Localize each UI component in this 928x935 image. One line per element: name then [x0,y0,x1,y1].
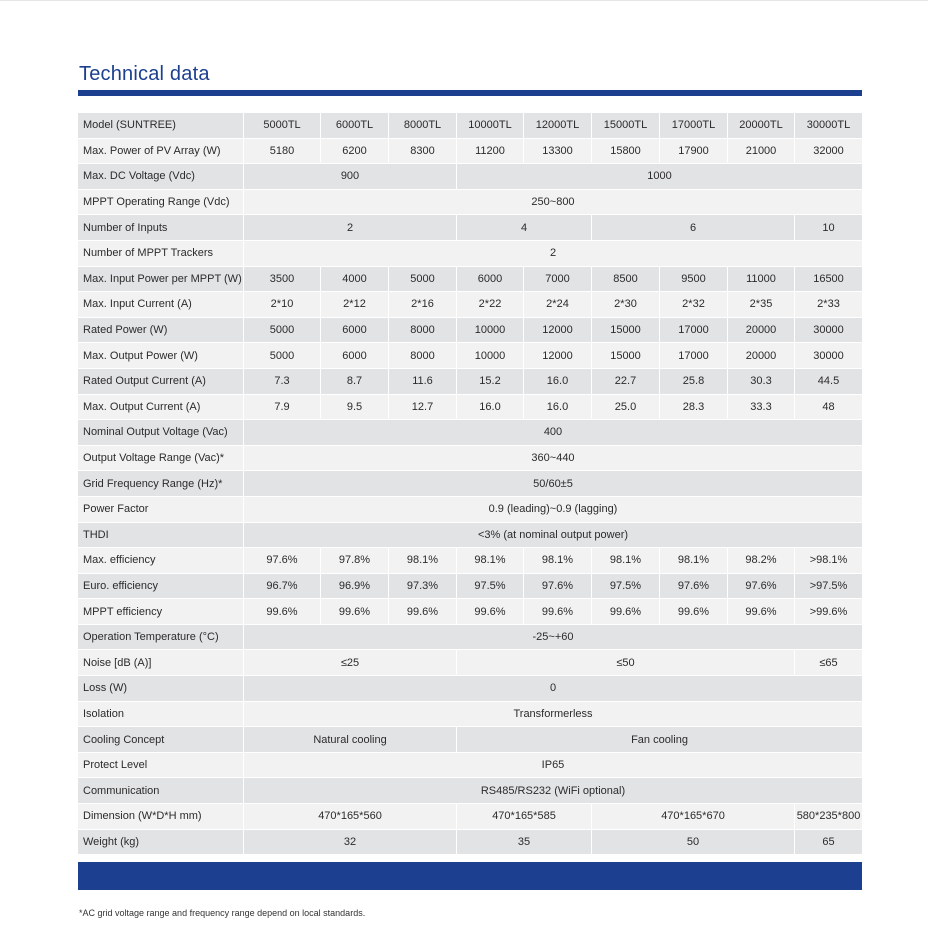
table-cell: IP65 [244,753,862,779]
table-row [78,267,862,293]
table-cell: 7.9 [244,395,321,421]
table-row [78,113,862,139]
table-cell: 96.7% [244,574,321,600]
table-row [78,395,862,421]
table-row [78,548,862,574]
table-row [78,804,862,830]
table-row [78,190,862,216]
row-label: Number of Inputs [78,215,244,241]
table-cell: 6000 [321,343,389,369]
table-cell: 98.2% [728,548,795,574]
row-label: Number of MPPT Trackers [78,241,244,267]
table-cell: 6000 [457,267,524,293]
table-cell: 12.7 [389,395,457,421]
table-cell: RS485/RS232 (WiFi optional) [244,778,862,804]
table-cell: 2 [244,241,862,267]
row-label: MPPT efficiency [78,599,244,625]
table-row [78,676,862,702]
table-cell: 9500 [660,267,728,293]
table-cell: 9.5 [321,395,389,421]
table-cell: 17000 [660,318,728,344]
table-cell: 32 [244,830,457,856]
table-cell: 10000TL [457,113,524,139]
table-cell: 4000 [321,267,389,293]
table-cell: 97.8% [321,548,389,574]
table-cell: Transformerless [244,702,862,728]
table-cell: 17000TL [660,113,728,139]
table-cell: Fan cooling [457,727,862,753]
table-cell: 5180 [244,139,321,165]
footer-bar [78,862,862,890]
table-cell: 30000TL [795,113,862,139]
table-cell: 6000 [321,318,389,344]
table-cell: 50 [592,830,795,856]
table-cell: 98.1% [660,548,728,574]
table-cell: 97.6% [728,574,795,600]
row-label: THDI [78,523,244,549]
table-cell: -25~+60 [244,625,862,651]
table-cell: 16500 [795,267,862,293]
table-cell: 5000 [244,318,321,344]
table-cell: 96.9% [321,574,389,600]
title-underline-bar [78,90,862,96]
table-cell: 8000TL [389,113,457,139]
table-cell: 0 [244,676,862,702]
table-cell: 5000 [244,343,321,369]
table-cell: >97.5% [795,574,862,600]
table-cell: 33.3 [728,395,795,421]
table-cell: 25.8 [660,369,728,395]
table-cell: Natural cooling [244,727,457,753]
table-cell: 2*12 [321,292,389,318]
table-cell: 99.6% [244,599,321,625]
row-label: Max. Output Current (A) [78,395,244,421]
table-cell: 2 [244,215,457,241]
table-cell: 7.3 [244,369,321,395]
row-label: Rated Output Current (A) [78,369,244,395]
table-cell: 32000 [795,139,862,165]
table-cell: 98.1% [457,548,524,574]
table-row [78,497,862,523]
table-cell: 470*165*670 [592,804,795,830]
row-label: Communication [78,778,244,804]
table-row [78,139,862,165]
row-label: Weight (kg) [78,830,244,856]
table-cell: 28.3 [660,395,728,421]
row-label: Loss (W) [78,676,244,702]
table-cell: 470*165*560 [244,804,457,830]
row-label: Max. Output Power (W) [78,343,244,369]
table-row [78,599,862,625]
table-cell: ≤65 [795,650,862,676]
table-cell: 13300 [524,139,592,165]
table-cell: 99.6% [728,599,795,625]
row-label: Operation Temperature (°C) [78,625,244,651]
table-cell: 12000TL [524,113,592,139]
top-divider [0,0,928,1]
table-row [78,318,862,344]
table-cell: 21000 [728,139,795,165]
table-cell: 97.6% [660,574,728,600]
table-cell: 250~800 [244,190,862,216]
table-row [78,830,862,856]
table-cell: 97.6% [244,548,321,574]
table-cell: 8000 [389,343,457,369]
table-row [78,446,862,472]
table-cell: 1000 [457,164,862,190]
table-cell: 44.5 [795,369,862,395]
table-cell: 99.6% [660,599,728,625]
row-label: MPPT Operating Range (Vdc) [78,190,244,216]
table-cell: 15.2 [457,369,524,395]
table-cell: 99.6% [592,599,660,625]
table-row [78,523,862,549]
table-cell: 6200 [321,139,389,165]
table-cell: 15000 [592,343,660,369]
row-label: Isolation [78,702,244,728]
table-cell: 5000 [389,267,457,293]
table-cell: 2*35 [728,292,795,318]
table-cell: 11200 [457,139,524,165]
table-cell: 11000 [728,267,795,293]
table-cell: 50/60±5 [244,471,862,497]
footnote: *AC grid voltage range and frequency range depend on local standards. [79,908,366,918]
table-cell: 360~440 [244,446,862,472]
technical-data-table [78,113,862,855]
table-cell: 2*32 [660,292,728,318]
table-row [78,702,862,728]
table-cell: 12000 [524,318,592,344]
row-label: Cooling Concept [78,727,244,753]
row-label: Euro. efficiency [78,574,244,600]
table-cell: 20000TL [728,113,795,139]
table-cell: 2*24 [524,292,592,318]
table-row [78,420,862,446]
table-row [78,727,862,753]
table-cell: <3% (at nominal output power) [244,523,862,549]
table-cell: 8.7 [321,369,389,395]
table-cell: ≤25 [244,650,457,676]
table-cell: >99.6% [795,599,862,625]
table-cell: 99.6% [389,599,457,625]
table-row [78,241,862,267]
table-cell: 99.6% [321,599,389,625]
table-cell: 48 [795,395,862,421]
table-row [78,343,862,369]
table-row [78,650,862,676]
table-cell: 8300 [389,139,457,165]
page-title: Technical data [79,63,210,85]
row-label: Noise [dB (A)] [78,650,244,676]
table-cell: 98.1% [592,548,660,574]
table-cell: ≤50 [457,650,795,676]
table-cell: 16.0 [524,395,592,421]
table-row [78,753,862,779]
table-cell: 97.6% [524,574,592,600]
row-label: Dimension (W*D*H mm) [78,804,244,830]
table-cell: 97.5% [592,574,660,600]
row-label: Grid Frequency Range (Hz)* [78,471,244,497]
row-label: Max. Input Current (A) [78,292,244,318]
table-cell: 97.3% [389,574,457,600]
table-cell: 2*33 [795,292,862,318]
table-cell: 6000TL [321,113,389,139]
table-row [78,369,862,395]
table-cell: 3500 [244,267,321,293]
table-row [78,778,862,804]
table-cell: 2*16 [389,292,457,318]
table-row [78,292,862,318]
table-cell: 900 [244,164,457,190]
row-label: Model (SUNTREE) [78,113,244,139]
table-cell: 8500 [592,267,660,293]
table-cell: 400 [244,420,862,446]
table-cell: 11.6 [389,369,457,395]
table-cell: 5000TL [244,113,321,139]
table-cell: 30000 [795,343,862,369]
row-label: Power Factor [78,497,244,523]
row-label: Nominal Output Voltage (Vac) [78,420,244,446]
table-cell: 99.6% [457,599,524,625]
table-cell: 0.9 (leading)~0.9 (lagging) [244,497,862,523]
table-row [78,574,862,600]
table-cell: 30000 [795,318,862,344]
row-label: Max. efficiency [78,548,244,574]
table-cell: 8000 [389,318,457,344]
table-cell: 7000 [524,267,592,293]
row-label: Max. Input Power per MPPT (W) [78,267,244,293]
table-cell: 470*165*585 [457,804,592,830]
table-cell: 17000 [660,343,728,369]
table-cell: 15000TL [592,113,660,139]
table-cell: 10 [795,215,862,241]
table-cell: 10000 [457,343,524,369]
table-cell: 4 [457,215,592,241]
table-cell: 30.3 [728,369,795,395]
table-cell: 99.6% [524,599,592,625]
row-label: Max. DC Voltage (Vdc) [78,164,244,190]
table-cell: 98.1% [524,548,592,574]
row-label: Max. Power of PV Array (W) [78,139,244,165]
table-cell: 16.0 [457,395,524,421]
table-cell: 25.0 [592,395,660,421]
table-cell: 15800 [592,139,660,165]
table-row [78,625,862,651]
row-label: Output Voltage Range (Vac)* [78,446,244,472]
table-row [78,215,862,241]
table-cell: 20000 [728,343,795,369]
table-row [78,164,862,190]
table-cell: 20000 [728,318,795,344]
table-cell: 580*235*800 [795,804,862,830]
table-cell: 16.0 [524,369,592,395]
table-cell: 98.1% [389,548,457,574]
row-label: Protect Level [78,753,244,779]
table-cell: 2*30 [592,292,660,318]
table-cell: 6 [592,215,795,241]
table-cell: 22.7 [592,369,660,395]
table-cell: 2*10 [244,292,321,318]
table-cell: 35 [457,830,592,856]
table-cell: 65 [795,830,862,856]
table-cell: 15000 [592,318,660,344]
table-cell: 12000 [524,343,592,369]
table-cell: 10000 [457,318,524,344]
row-label: Rated Power (W) [78,318,244,344]
table-cell: 97.5% [457,574,524,600]
table-row [78,471,862,497]
table-cell: 2*22 [457,292,524,318]
table-cell: 17900 [660,139,728,165]
table-cell: >98.1% [795,548,862,574]
